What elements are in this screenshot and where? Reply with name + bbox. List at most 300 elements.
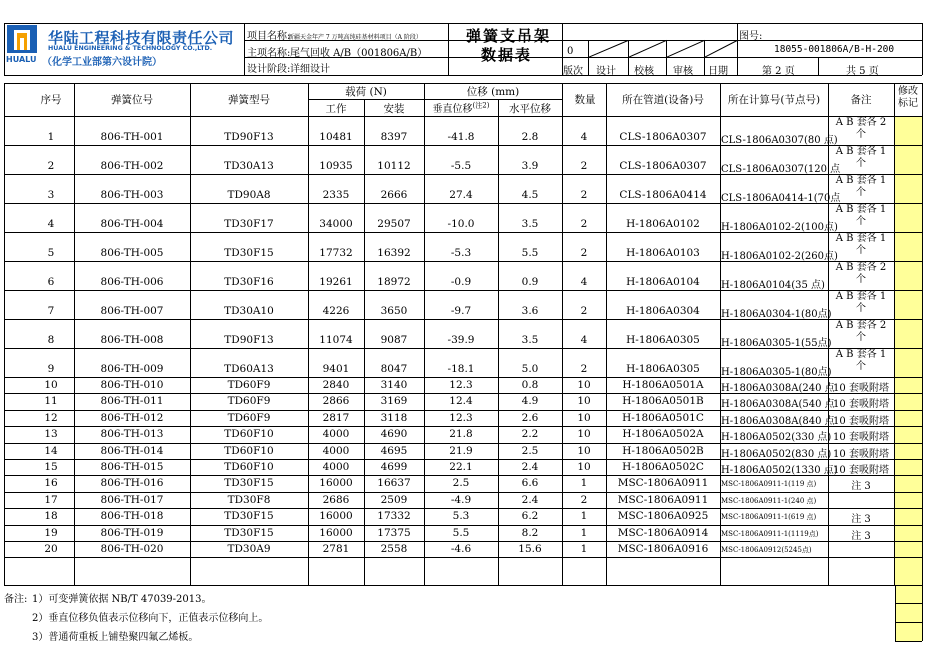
row-disp-v: 22.1 — [449, 461, 473, 473]
row-qty: 1 — [580, 543, 588, 555]
grid-line-v — [894, 83, 895, 585]
row-seq: 19 — [44, 526, 58, 539]
row-load-work: 9401 — [322, 363, 350, 375]
row-seq: 14 — [44, 444, 58, 457]
row-remark: A B 套各 1 个 — [835, 349, 887, 372]
row-model: TD60A13 — [224, 363, 274, 375]
col-header-load-install: 安装 — [383, 103, 405, 115]
row-remark: A B 套各 1 个 — [835, 291, 887, 314]
row-load-install: 3650 — [380, 305, 408, 317]
row-model: TD30F15 — [224, 477, 274, 490]
col-header-disp-v-note: (注2) — [472, 101, 490, 110]
row-load-work: 19261 — [319, 276, 353, 288]
grid-line-h — [4, 508, 922, 509]
row-load-work: 10935 — [319, 160, 353, 172]
review-label: 审核 — [673, 66, 693, 77]
row-disp-h: 8.2 — [521, 526, 539, 539]
grid-line-v — [4, 23, 5, 75]
col-header-disp-v-text: 垂直位移 — [432, 104, 473, 115]
date-label: 日期 — [708, 66, 728, 77]
row-seq: 4 — [47, 218, 55, 230]
row-load-install: 2666 — [380, 189, 408, 201]
row-load-work: 2781 — [322, 543, 350, 555]
row-model: TD30F15 — [224, 526, 274, 539]
row-load-work: 2866 — [322, 395, 350, 408]
grid-line-h — [4, 443, 922, 444]
row-seq: 9 — [47, 363, 55, 375]
note-3: 3）普通荷重板上铺垫聚四氟乙烯板。 — [32, 632, 199, 643]
row-load-install: 17375 — [377, 526, 411, 539]
row-spring-no: 806-TH-009 — [100, 363, 164, 375]
row-disp-h: 2.2 — [521, 428, 539, 441]
grid-line-v — [606, 83, 607, 585]
row-disp-h: 2.4 — [521, 461, 539, 473]
row-calc: CLS-1806A0307(80 点) — [721, 135, 838, 146]
row-seq: 20 — [44, 543, 58, 555]
row-qty: 1 — [580, 526, 588, 539]
row-model: TD30A10 — [224, 305, 274, 317]
row-disp-v: 12.3 — [449, 411, 473, 424]
row-disp-v: -9.7 — [450, 305, 472, 317]
row-model: TD90A8 — [227, 189, 271, 201]
row-model: TD90F13 — [224, 334, 274, 346]
row-qty: 10 — [577, 461, 591, 473]
row-calc: H-1806A0502(830 点) — [721, 448, 832, 460]
grid-line-h — [895, 641, 922, 642]
grid-line-h — [4, 290, 922, 291]
grid-line-h — [4, 426, 922, 427]
page-total: 共 5 页 — [846, 66, 879, 77]
col-header-spring-no: 弹簧位号 — [111, 94, 153, 106]
row-model: TD30F16 — [224, 276, 274, 288]
row-qty: 2 — [580, 160, 588, 172]
row-disp-h: 6.2 — [521, 510, 539, 523]
row-qty: 2 — [580, 363, 588, 375]
grid-line-h — [4, 475, 922, 476]
row-pipe: H-1806A0102 — [626, 218, 700, 230]
row-disp-h: 0.9 — [521, 276, 539, 288]
row-pipe: H-1806A0305 — [626, 363, 700, 375]
row-model: TD90F13 — [224, 131, 274, 143]
grid-line-h — [4, 145, 922, 146]
row-pipe: H-1806A0502B — [622, 444, 704, 457]
row-disp-v: -0.9 — [450, 276, 472, 288]
row-disp-v: 12.3 — [449, 379, 473, 391]
row-disp-v: 21.8 — [449, 428, 473, 441]
grid-line-h — [4, 541, 922, 542]
company-logo — [6, 24, 40, 64]
row-pipe: H-1806A0501A — [622, 379, 704, 391]
row-spring-no: 806-TH-008 — [100, 334, 164, 346]
row-calc: H-1806A0502(330 点) — [721, 432, 832, 444]
row-remark: 注 3 — [851, 514, 871, 526]
grid-line-v — [498, 99, 499, 585]
item-name-label: 主项名称: — [247, 48, 291, 59]
row-remark: 10 套吸附塔 — [833, 415, 889, 427]
note-2: 2）垂直位移负值表示位移向下，正值表示位移向上。 — [32, 613, 269, 624]
grid-line-h — [4, 492, 922, 493]
row-load-install: 10112 — [377, 160, 411, 172]
row-spring-no: 806-TH-019 — [100, 526, 164, 539]
grid-line-h — [4, 261, 922, 262]
row-spring-no: 806-TH-010 — [100, 379, 164, 391]
row-calc: MSC-1806A0911-1(119 点) — [721, 480, 817, 489]
row-seq: 13 — [44, 428, 58, 441]
grid-line-h — [737, 57, 922, 58]
grid-line-v — [895, 585, 896, 641]
grid-line-v — [737, 23, 738, 75]
grid-line-v — [828, 83, 829, 585]
row-calc: H-1806A0102-2(260点) — [721, 251, 838, 262]
row-disp-v: 5.3 — [452, 510, 470, 523]
row-disp-h: 0.8 — [521, 379, 539, 391]
grid-line-h — [4, 83, 922, 84]
row-spring-no: 806-TH-001 — [100, 131, 164, 143]
row-load-work: 10481 — [319, 131, 353, 143]
row-load-install: 2558 — [380, 543, 408, 555]
col-header-remark: 备注 — [850, 94, 872, 106]
row-load-work: 17732 — [319, 247, 353, 259]
row-seq: 16 — [44, 477, 58, 490]
grid-line-h — [244, 57, 562, 58]
grid-line-v — [922, 83, 923, 585]
row-pipe: H-1806A0104 — [626, 276, 700, 288]
grid-line-h — [4, 585, 922, 586]
row-seq: 11 — [44, 395, 58, 408]
grid-line-v — [190, 83, 191, 585]
row-spring-no: 806-TH-017 — [100, 493, 164, 506]
row-seq: 8 — [47, 334, 55, 346]
row-load-install: 4695 — [380, 444, 408, 457]
grid-line-h — [308, 99, 562, 100]
row-remark: A B 套各 1 个 — [835, 204, 887, 227]
drawing-no-value: 18055-001806A/B-H-200 — [774, 44, 895, 55]
row-spring-no: 806-TH-012 — [100, 411, 164, 424]
row-disp-h: 3.5 — [521, 334, 539, 346]
row-calc: H-1806A0102-2(100点) — [721, 222, 838, 233]
row-disp-h: 3.6 — [521, 305, 539, 317]
row-load-install: 16392 — [377, 247, 411, 259]
row-remark: A B 套各 2 个 — [835, 262, 887, 285]
grid-line-h — [4, 348, 922, 349]
row-remark: A B 套各 2 个 — [835, 320, 887, 343]
row-remark: 10 套吸附塔 — [833, 383, 889, 394]
grid-line-v — [364, 99, 365, 585]
check-label: 校核 — [634, 66, 654, 77]
row-qty: 2 — [580, 305, 588, 317]
grid-line-v — [4, 83, 5, 585]
grid-line-h — [4, 232, 922, 233]
row-disp-v: -4.6 — [450, 543, 472, 555]
row-disp-v: 12.4 — [449, 395, 473, 408]
row-seq: 6 — [47, 276, 55, 288]
row-calc: MSC-1806A0911-1(240 点) — [721, 496, 817, 505]
row-calc: H-1806A0308A(840 点 — [721, 415, 835, 427]
grid-line-h — [4, 174, 922, 175]
row-remark: A B 套各 1 个 — [835, 146, 887, 169]
company-name-en: HUALU ENGINEERING & TECHNOLOGY CO.,LTD. — [48, 45, 213, 52]
row-spring-no: 806-TH-020 — [100, 543, 164, 555]
design-label: 设计 — [596, 66, 616, 77]
col-header-load: 载荷 (N) — [345, 86, 387, 98]
row-model: TD30A13 — [224, 160, 274, 172]
row-load-work: 34000 — [319, 218, 353, 230]
col-header-calc: 所在计算号(节点号) — [727, 94, 821, 106]
row-spring-no: 806-TH-005 — [100, 247, 164, 259]
logo-wordmark: HUALU — [6, 55, 37, 64]
row-calc: H-1806A0304-1(80点) — [721, 309, 832, 320]
grid-line-h — [4, 203, 922, 204]
row-model: TD60F9 — [227, 395, 271, 408]
row-load-install: 29507 — [377, 218, 411, 230]
col-header-disp-h: 水平位移 — [509, 103, 551, 115]
row-pipe: MSC-1806A0911 — [617, 493, 709, 506]
row-disp-h: 3.5 — [521, 218, 539, 230]
grid-line-h — [4, 319, 922, 320]
row-spring-no: 806-TH-007 — [100, 305, 164, 317]
row-load-install: 4699 — [380, 461, 408, 473]
grid-line-v — [562, 83, 563, 585]
row-model: TD30F15 — [224, 510, 274, 523]
row-load-install: 4690 — [380, 428, 408, 441]
row-disp-h: 4.5 — [521, 189, 539, 201]
row-spring-no: 806-TH-016 — [100, 477, 164, 490]
row-load-work: 4000 — [322, 428, 350, 441]
row-disp-v: -10.0 — [447, 218, 475, 230]
row-disp-v: -5.5 — [450, 160, 472, 172]
row-spring-no: 806-TH-003 — [100, 189, 164, 201]
grid-line-h — [4, 557, 922, 558]
row-load-install: 2509 — [380, 493, 408, 506]
grid-line-v — [424, 83, 425, 585]
row-qty: 4 — [580, 276, 588, 288]
row-disp-h: 5.5 — [521, 247, 539, 259]
row-load-work: 2840 — [322, 379, 350, 391]
grid-line-v — [74, 83, 75, 585]
grid-line-h — [4, 525, 922, 526]
grid-line-h — [562, 40, 922, 41]
row-remark: 注 3 — [851, 530, 871, 542]
grid-line-h — [4, 393, 922, 394]
row-pipe: CLS-1806A0307 — [619, 160, 707, 172]
drawing-no-label: 图号: — [739, 31, 763, 42]
row-disp-v: -18.1 — [447, 363, 475, 375]
col-header-disp-v — [424, 100, 498, 115]
row-qty: 4 — [580, 334, 588, 346]
row-disp-h: 3.9 — [521, 160, 539, 172]
doc-title-line1: 弹簧支吊架 — [466, 27, 552, 45]
row-load-work: 2817 — [322, 411, 350, 424]
row-disp-h: 4.9 — [521, 395, 539, 408]
doc-title-line2: 数据表 — [481, 46, 533, 64]
row-spring-no: 806-TH-004 — [100, 218, 164, 230]
grid-line-v — [922, 585, 923, 641]
row-pipe: MSC-1806A0914 — [617, 526, 709, 539]
row-calc: MSC-1806A0911-1(1119点) — [721, 529, 819, 538]
col-header-load-work: 工作 — [325, 103, 347, 115]
row-pipe: MSC-1806A0911 — [617, 477, 709, 490]
row-qty: 10 — [577, 379, 591, 391]
revision-slash — [666, 40, 704, 58]
page-number: 第 2 页 — [762, 66, 795, 77]
row-qty: 10 — [577, 411, 591, 424]
grid-line-h — [244, 40, 562, 41]
grid-line-h — [895, 603, 922, 604]
row-remark: 10 套吸附塔 — [833, 448, 889, 460]
row-qty: 2 — [580, 493, 588, 506]
row-qty: 2 — [580, 218, 588, 230]
row-calc: CLS-1806A0307(120 点 — [721, 164, 841, 175]
grid-line-v — [308, 83, 309, 585]
row-model: TD60F10 — [224, 428, 274, 441]
row-seq: 3 — [47, 189, 55, 201]
grid-line-v — [448, 23, 449, 75]
row-qty: 1 — [580, 510, 588, 523]
row-qty: 2 — [580, 247, 588, 259]
company-name-cn: 华陆工程科技有限责任公司 — [48, 29, 235, 47]
project-name-value: 新疆天金年产 7 万吨高纯硅基材料项目（A 阶段） — [288, 34, 422, 41]
row-load-install: 3169 — [380, 395, 408, 408]
row-disp-h: 15.6 — [518, 543, 542, 555]
row-qty: 10 — [577, 444, 591, 457]
row-calc: MSC-1806A0912(5245点) — [721, 546, 812, 554]
row-load-work: 2686 — [322, 493, 350, 506]
row-load-work: 11074 — [319, 334, 353, 346]
row-seq: 17 — [44, 493, 58, 506]
rev-label: 版次 — [563, 66, 583, 77]
row-spring-no: 806-TH-014 — [100, 444, 164, 457]
row-remark: A B 套各 1 个 — [835, 233, 887, 256]
row-calc: CLS-1806A0414-1(70点 — [721, 193, 841, 204]
row-disp-v: -5.3 — [450, 247, 472, 259]
row-seq: 10 — [44, 379, 58, 391]
row-pipe: CLS-1806A0414 — [619, 189, 707, 201]
col-header-qty: 数量 — [574, 94, 596, 106]
row-load-install: 8397 — [380, 131, 408, 143]
row-disp-v: 2.5 — [452, 477, 470, 490]
row-load-install: 3118 — [380, 411, 408, 424]
row-pipe: MSC-1806A0925 — [617, 510, 709, 523]
row-disp-v: -4.9 — [450, 493, 472, 506]
row-remark: A B 套各 2 个 — [835, 117, 887, 140]
grid-line-h — [4, 377, 922, 378]
row-pipe: H-1806A0103 — [626, 247, 700, 259]
mod-column-highlight — [895, 116, 922, 641]
row-qty: 1 — [580, 477, 588, 490]
row-disp-h: 6.6 — [521, 477, 539, 490]
grid-line-v — [818, 57, 819, 75]
row-disp-h: 2.4 — [521, 493, 539, 506]
row-qty: 10 — [577, 428, 591, 441]
note-1: 1）可变弹簧依据 NB/T 47039-2013。 — [32, 594, 212, 605]
row-disp-v: 5.5 — [452, 526, 470, 539]
row-disp-h: 5.0 — [521, 363, 539, 375]
revision-slash — [704, 40, 737, 58]
row-disp-v: 21.9 — [449, 444, 473, 457]
col-header-pipe: 所在管道(设备)号 — [622, 94, 704, 106]
row-qty: 10 — [577, 395, 591, 408]
row-calc: H-1806A0308A(240 点 — [721, 383, 835, 394]
row-load-work: 16000 — [319, 477, 353, 490]
row-disp-h: 2.6 — [521, 411, 539, 424]
row-load-work: 2335 — [322, 189, 350, 201]
row-model: TD60F9 — [227, 379, 271, 391]
row-spring-no: 806-TH-018 — [100, 510, 164, 523]
row-load-install: 9087 — [380, 334, 408, 346]
company-division: （化学工业部第六设计院） — [42, 57, 162, 68]
grid-line-h — [4, 75, 922, 76]
row-load-install: 8047 — [380, 363, 408, 375]
grid-line-v — [922, 23, 923, 75]
col-header-disp: 位移 (mm) — [466, 86, 520, 98]
row-calc: H-1806A0502(1330 点) — [721, 465, 838, 476]
row-load-work: 4226 — [322, 305, 350, 317]
row-pipe: H-1806A0304 — [626, 305, 700, 317]
grid-line-v — [720, 83, 721, 585]
row-qty: 4 — [580, 131, 588, 143]
grid-line-h — [4, 116, 922, 117]
row-pipe: H-1806A0502A — [622, 428, 704, 441]
grid-line-h — [895, 622, 922, 623]
row-spring-no: 806-TH-011 — [100, 395, 164, 408]
revision-slash — [588, 40, 628, 58]
col-header-model: 弹簧型号 — [228, 94, 270, 106]
revision-slash — [628, 40, 666, 58]
row-pipe: H-1806A0502C — [622, 461, 704, 473]
row-seq: 12 — [44, 411, 58, 424]
row-disp-v: -39.9 — [447, 334, 475, 346]
row-model: TD60F9 — [227, 411, 271, 424]
row-spring-no: 806-TH-015 — [100, 461, 164, 473]
row-pipe: H-1806A0501B — [622, 395, 704, 408]
row-model: TD30F15 — [224, 247, 274, 259]
row-load-work: 4000 — [322, 461, 350, 473]
row-load-work: 16000 — [319, 526, 353, 539]
row-seq: 1 — [47, 131, 55, 143]
row-disp-v: 27.4 — [449, 189, 473, 201]
row-pipe: CLS-1806A0307 — [619, 131, 707, 143]
grid-line-h — [4, 23, 922, 24]
grid-line-h — [4, 459, 922, 460]
row-remark: 10 套吸附塔 — [833, 399, 889, 411]
row-seq: 2 — [47, 160, 55, 172]
row-model: TD30A9 — [227, 543, 271, 555]
col-header-seq: 序号 — [40, 94, 62, 106]
item-name-value: 尾气回收 A/B（001806A/B） — [290, 48, 428, 59]
design-stage-value: 详细设计 — [290, 64, 330, 75]
row-disp-h: 2.5 — [521, 444, 539, 457]
row-remark: A B 套各 1 个 — [835, 175, 887, 198]
grid-line-h — [4, 410, 922, 411]
row-seq: 7 — [47, 305, 55, 317]
row-remark: 10 套吸附塔 — [833, 465, 889, 476]
revision-value: 0 — [567, 46, 574, 57]
row-calc: H-1806A0305-1(55点) — [721, 338, 832, 349]
row-calc: H-1806A0104(35 点) — [721, 280, 825, 291]
row-calc: H-1806A0305-1(80点) — [721, 367, 832, 378]
row-load-work: 16000 — [319, 510, 353, 523]
row-seq: 18 — [44, 510, 58, 523]
design-stage-label: 设计阶段: — [247, 64, 291, 75]
row-model: TD30F17 — [224, 218, 274, 230]
col-header-mod: 修改标记 — [898, 86, 918, 109]
row-calc: MSC-1806A0911-1(619 点) — [721, 513, 817, 522]
project-name-label: 项目名称: — [247, 31, 291, 42]
row-spring-no: 806-TH-006 — [100, 276, 164, 288]
row-spring-no: 806-TH-002 — [100, 160, 164, 172]
row-load-install: 3140 — [380, 379, 408, 391]
row-qty: 2 — [580, 189, 588, 201]
